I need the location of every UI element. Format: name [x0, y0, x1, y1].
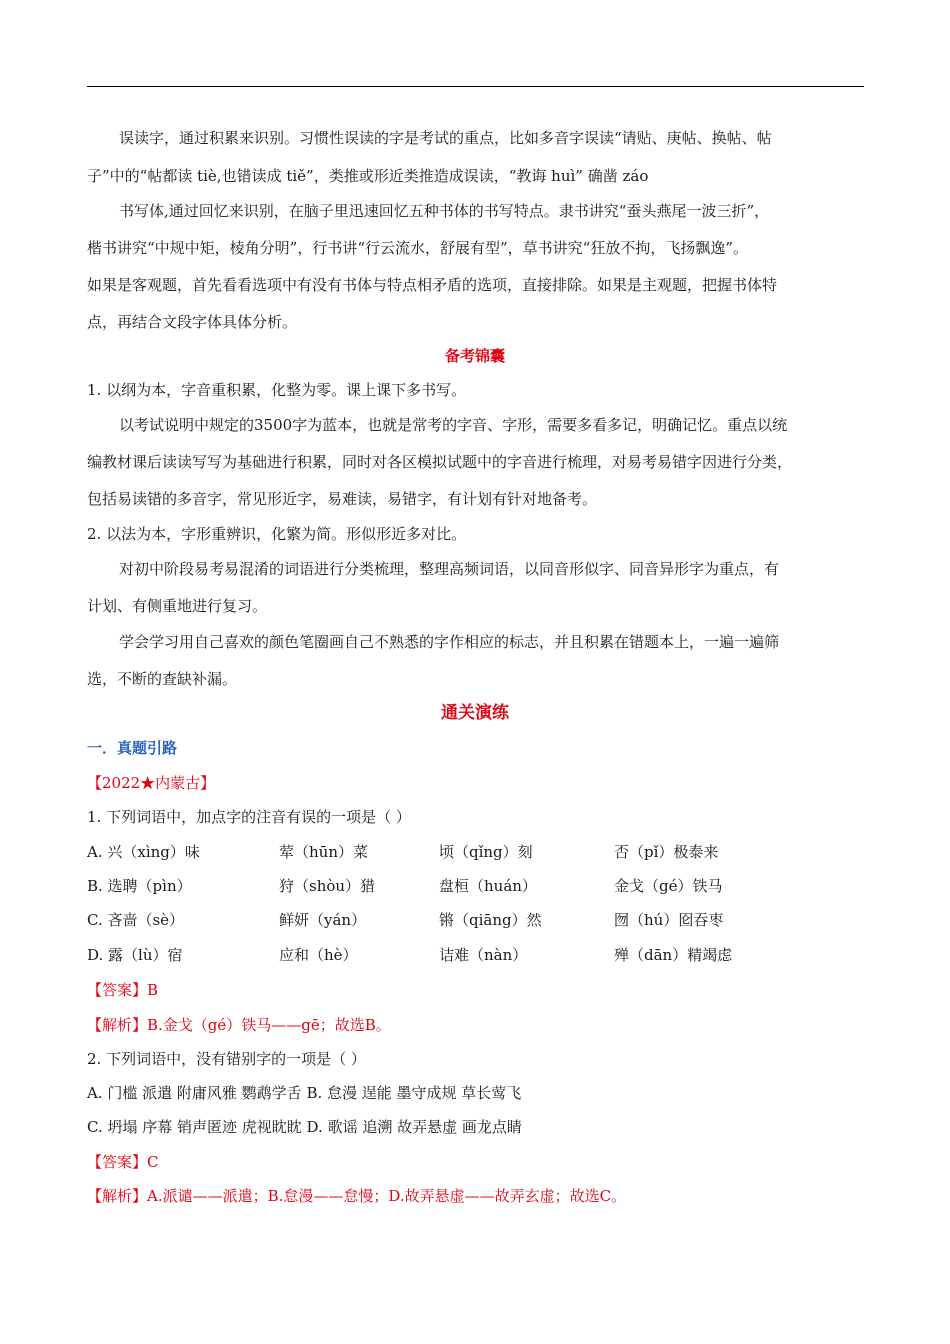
q1-option-a-2: 荤（hūn）菜: [279, 843, 368, 861]
q1-option-d-4: 殚（dān）精竭虑: [614, 946, 733, 964]
intro-para1-line1: 误读字，通过积累来识别。习惯性误读的字是考试的重点，比如多音字误读“请贴、庚帖、换帖、帖: [119, 129, 772, 147]
q1-option-a-1: A. 兴（xìng）味: [87, 843, 200, 861]
q1-option-c-4: 囫（hú）囵吞枣: [614, 911, 724, 929]
q1-analysis: 【解析】B.金戈（gé）铁马——gē；故选B。: [87, 1016, 391, 1034]
q1-option-b-4: 金戈（gé）铁马: [614, 877, 723, 895]
q1-option-b-3: 盘桓（huán）: [439, 877, 537, 895]
section-title: 一．真题引路: [87, 739, 178, 757]
q1-stem: 1. 下列词语中，加点字的注音有误的一项是（ ）: [87, 808, 411, 826]
q1-option-a-4: 否（pǐ）极泰来: [614, 843, 719, 861]
header-rule: [87, 86, 864, 87]
q2-answer: 【答案】C: [87, 1153, 159, 1171]
practice-heading: 通关演练: [441, 703, 509, 723]
q1-option-b-1: B. 选聘（pìn）: [87, 877, 192, 895]
tips-item2-para-line1: 对初中阶段易考易混淆的词语进行分类梳理，整理高频词语，以同音形似字、同音异形字为重点，有: [119, 560, 780, 578]
q1-option-d-1: D. 露（lù）宿: [87, 946, 183, 964]
intro-para2-line2: 楷书讲究“中规中矩，棱角分明”，行书讲“行云流水，舒展有型”，草书讲究“狂放不拘，飞扬飘逸”。: [87, 239, 749, 257]
tips-item1-para-line3: 包括易读错的多音字，常见形近字，易难读，易错字，有计划有针对地备考。: [87, 490, 598, 508]
q1-option-c-1: C. 吝啬（sè）: [87, 911, 185, 929]
q1-option-d-3: 诘难（nàn）: [439, 946, 528, 964]
q1-option-d-2: 应和（hè）: [279, 946, 358, 964]
intro-para2-line1: 书写体,通过回忆来识别，在脑子里迅速回忆五种书体的书写特点。隶书讲究“蚕头燕尾一波三折”，: [119, 202, 770, 220]
question-source: 【2022★内蒙古】: [87, 774, 216, 792]
q1-option-a-3: 顷（qǐng）刻: [439, 843, 533, 861]
tips-item1: 1. 以纲为本，字音重积累，化整为零。课上课下多书写。: [87, 381, 467, 399]
tips-item2-para2-line2: 选，不断的查缺补漏。: [87, 670, 238, 688]
intro-para2-line3: 如果是客观题，首先看看选项中有没有书体与特点相矛盾的选项，直接排除。如果是主观题，把握书体特: [87, 276, 778, 294]
tips-heading: 备考锦囊: [444, 347, 505, 365]
q2-stem: 2. 下列词语中，没有错别字的一项是（ ）: [87, 1050, 366, 1068]
tips-item2-para-line2: 计划、有侧重地进行复习。: [87, 597, 268, 615]
q1-option-b-2: 狩（shòu）猎: [279, 877, 376, 895]
q2-options-cd: C. 坍塌 序幕 销声匿迹 虎视眈眈 D. 歌谣 追溯 故弄悬虚 画龙点睛: [87, 1118, 522, 1136]
tips-item1-para-line1: 以考试说明中规定的3500字为蓝本，也就是常考的字音、字形，需要多看多记，明确记忆。重点以统: [119, 416, 788, 434]
q2-options-ab: A. 门槛 派遣 附庸风雅 鹦鹉学舌 B. 怠漫 逞能 墨守成规 草长莺飞: [87, 1084, 522, 1102]
q1-answer: 【答案】B: [87, 981, 159, 999]
tips-item2: 2. 以法为本，字形重辨识，化繁为简。形似形近多对比。: [87, 525, 467, 543]
q2-analysis: 【解析】A.派谴——派遣；B.怠漫——怠慢；D.故弄悬虚——故弄玄虚；故选C。: [87, 1187, 627, 1205]
tips-item1-para-line2: 编教材课后读读写写为基础进行积累，同时对各区模拟试题中的字音进行梳理，对易考易错字因进行分类，: [87, 453, 793, 471]
q1-option-c-3: 锵（qiāng）然: [439, 911, 542, 929]
intro-para1-line2: 子”中的“帖都读 tiè,也错读成 tiě”，类推或形近类推造成误读，“教诲 huì” 确凿 záo: [87, 167, 649, 185]
tips-item2-para2-line1: 学会学习用自己喜欢的颜色笔圈画自己不熟悉的字作相应的标志，并且积累在错题本上，一遍一遍筛: [119, 633, 780, 651]
intro-para2-line4: 点，再结合文段字体具体分析。: [87, 313, 298, 331]
q1-option-c-2: 鲜妍（yán）: [279, 911, 367, 929]
